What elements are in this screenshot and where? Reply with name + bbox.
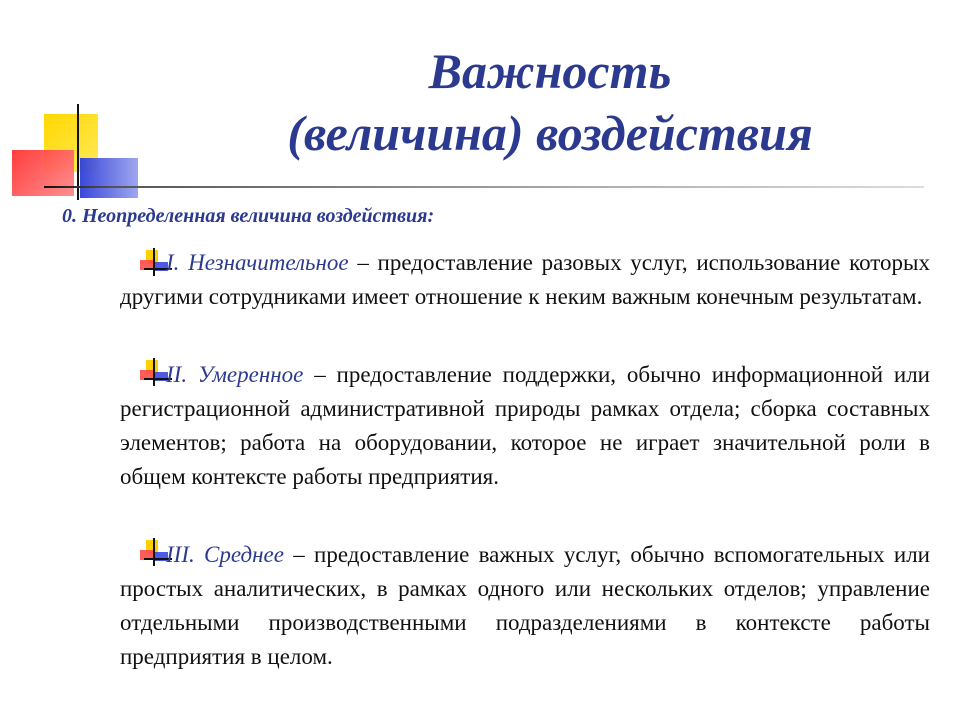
red-square	[12, 150, 74, 196]
item-term: II. Умеренное	[166, 362, 304, 387]
item-text: – предоставление важных услуг, обычно вспомогательных или простых аналитических, в рамках одного или нескольких отделов; управление отдельными производственными подразделениями в контексте работы предприятия в целом.	[120, 542, 930, 669]
color-squares-decoration-icon	[0, 0, 200, 200]
blue-square	[80, 158, 138, 198]
title-underline	[44, 186, 924, 188]
list-item	[120, 538, 930, 674]
slide-title	[200, 40, 900, 164]
lead-heading: 0. Неопределенная величина воздействия:	[62, 205, 435, 227]
item-text: – предоставление поддержки, обычно информационной или регистрационной административной природы рамках отдела; сборка составных элементов; работа на оборудовании, которое не играет значительной роли в общем контексте работы предприятия.	[120, 362, 930, 489]
list-item	[120, 358, 930, 494]
list-item	[120, 246, 930, 314]
title-line-2: (величина) воздействия	[287, 105, 813, 161]
item-term: III. Среднее	[166, 542, 284, 567]
item-text: – предоставление разовых услуг, использование которых другими сотрудниками имеет отношение к неким важным конечным результатам.	[120, 250, 930, 309]
title-line-1: Важность	[428, 43, 672, 99]
item-term: I. Незначительное	[166, 250, 349, 275]
